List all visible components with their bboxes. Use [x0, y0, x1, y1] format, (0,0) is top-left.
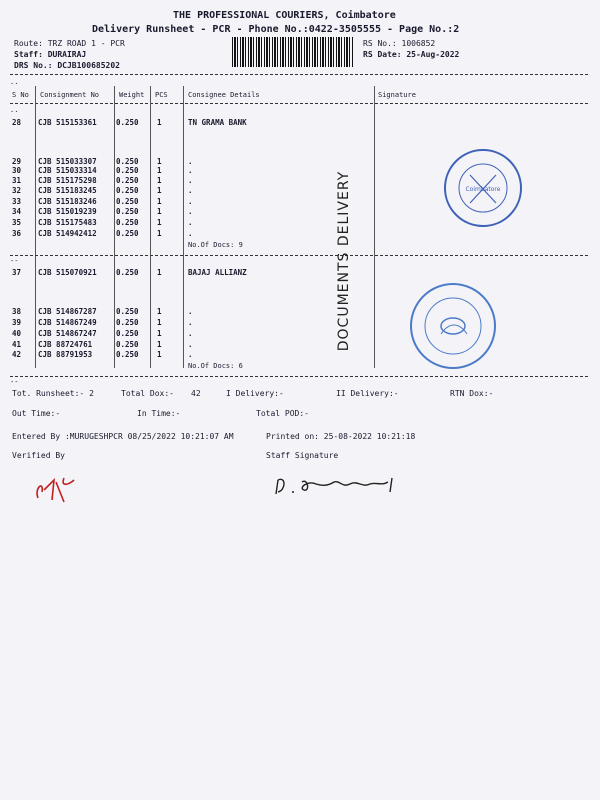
- table-row: [0, 350, 600, 359]
- row-sno: 34: [12, 207, 22, 216]
- row-consignment: CJB 515070921: [38, 268, 97, 277]
- divider-mark: ..: [10, 106, 19, 114]
- row-sno: 32: [12, 186, 22, 195]
- verified-by: Verified By: [12, 451, 65, 460]
- divider: [10, 74, 588, 75]
- row-consignment: CJB 515183246: [38, 197, 97, 206]
- row-consignment: CJB 88791953: [38, 350, 93, 359]
- tot-runsheet: Tot. Runsheet:- 2: [12, 389, 94, 398]
- row-pcs: 1: [157, 229, 162, 238]
- row-weight: 0.250: [116, 340, 139, 349]
- rs-number: RS No.: 1006852: [363, 39, 436, 48]
- row-consignee: .: [188, 350, 193, 359]
- row-weight: 0.250: [116, 218, 139, 227]
- table-row: [0, 329, 600, 338]
- row-sno: 30: [12, 166, 22, 175]
- row-consignee: .: [188, 218, 193, 227]
- row-pcs: 1: [157, 340, 162, 349]
- staff-signature-label: Staff Signature: [266, 451, 339, 460]
- svg-text:Coimbatore: Coimbatore: [465, 186, 501, 193]
- row-consignee: .: [188, 307, 193, 316]
- row-consignee: .: [188, 340, 193, 349]
- row-consignment: CJB 514942412: [38, 229, 97, 238]
- row-consignee: .: [188, 166, 193, 175]
- ii-delivery: II Delivery:-: [336, 389, 399, 398]
- row-sno: 36: [12, 229, 22, 238]
- row-sno: 28: [12, 118, 22, 127]
- divider-mark: --: [10, 378, 19, 386]
- row-consignment: CJB 515033307: [38, 157, 97, 166]
- row-weight: 0.250: [116, 186, 139, 195]
- row-pcs: 1: [157, 318, 162, 327]
- row-weight: 0.250: [116, 197, 139, 206]
- col-sno: S No: [12, 91, 29, 99]
- row-consignee: .: [188, 176, 193, 185]
- row-consignment: CJB 88724761: [38, 340, 93, 349]
- row-consignee: .: [188, 229, 193, 238]
- row-consignee: .: [188, 157, 193, 166]
- row-weight: 0.250: [116, 350, 139, 359]
- divider-mark: --: [10, 257, 19, 265]
- row-consignee: .: [188, 197, 193, 206]
- verifier-signature: [30, 470, 90, 510]
- row-pcs: 1: [157, 176, 162, 185]
- row-consignment: CJB 515019239: [38, 207, 97, 216]
- row-sno: 39: [12, 318, 22, 327]
- total-dox-label: Total Dox:-: [121, 389, 174, 398]
- row-pcs: 1: [157, 197, 162, 206]
- row-pcs: 1: [157, 268, 162, 277]
- col-consignment: Consignment No: [40, 91, 100, 99]
- row-consignment: CJB 515175483: [38, 218, 97, 227]
- row-pcs: 1: [157, 218, 162, 227]
- row-pcs: 1: [157, 350, 162, 359]
- row-consignee: .: [188, 207, 193, 216]
- row-weight: 0.250: [116, 118, 139, 127]
- row-sno: 38: [12, 307, 22, 316]
- row-consignee: .: [188, 318, 193, 327]
- rs-date: RS Date: 25-Aug-2022: [363, 50, 460, 59]
- row-weight: 0.250: [116, 307, 139, 316]
- divider-mark: ..: [10, 78, 19, 86]
- entered-by: Entered By :MURUGESHPCR 08/25/2022 10:21:07 AM: [12, 432, 234, 441]
- docs-count: No.Of Docs: 9: [188, 241, 243, 249]
- documents-delivery-stamp: [334, 158, 354, 363]
- table-row: [0, 307, 600, 316]
- row-pcs: 1: [157, 186, 162, 195]
- docs-count: No.Of Docs: 6: [188, 362, 243, 370]
- row-weight: 0.250: [116, 329, 139, 338]
- row-consignment: CJB 514867249: [38, 318, 97, 327]
- table-row: [0, 118, 600, 127]
- staff-label: Staff: DURAIRAJ: [14, 50, 87, 59]
- row-sno: 29: [12, 157, 22, 166]
- row-consignee: .: [188, 329, 193, 338]
- row-sno: 41: [12, 340, 22, 349]
- row-sno: 37: [12, 268, 22, 277]
- total-pod: Total POD:-: [256, 409, 309, 418]
- row-consignment: CJB 514867247: [38, 329, 97, 338]
- row-weight: 0.250: [116, 229, 139, 238]
- total-dox-value: 42: [191, 389, 201, 398]
- table-row: [0, 340, 600, 349]
- printed-on: Printed on: 25-08-2022 10:21:18: [266, 432, 416, 441]
- row-weight: 0.250: [116, 166, 139, 175]
- row-consignee: .: [188, 186, 193, 195]
- row-weight: 0.250: [116, 207, 139, 216]
- runsheet-subtitle: Delivery Runsheet - PCR - Phone No.:0422-3505555 - Page No.:2: [92, 24, 460, 35]
- row-sno: 35: [12, 218, 22, 227]
- row-consignee: TN GRAMA BANK: [188, 118, 247, 127]
- in-time: In Time:-: [137, 409, 181, 418]
- col-consignee: Consignee Details: [188, 91, 260, 99]
- divider: [10, 255, 588, 256]
- stamp-text: DOCUMENTS DELIVERY: [336, 170, 352, 351]
- table-row: [0, 268, 600, 277]
- row-consignment: CJB 515153361: [38, 118, 97, 127]
- row-pcs: 1: [157, 118, 162, 127]
- i-delivery: I Delivery:-: [226, 389, 284, 398]
- col-weight: Weight: [119, 91, 145, 99]
- route-label: Route: TRZ ROAD 1 - PCR: [14, 39, 125, 48]
- row-sno: 40: [12, 329, 22, 338]
- divider: [10, 103, 588, 104]
- row-consignment: CJB 514867287: [38, 307, 97, 316]
- row-consignee: BAJAJ ALLIANZ: [188, 268, 247, 277]
- staff-signature: [272, 470, 412, 500]
- row-pcs: 1: [157, 207, 162, 216]
- row-weight: 0.250: [116, 176, 139, 185]
- col-signature: Signature: [378, 91, 416, 99]
- row-weight: 0.250: [116, 268, 139, 277]
- table-row: [0, 318, 600, 327]
- row-sno: 42: [12, 350, 22, 359]
- row-pcs: 1: [157, 307, 162, 316]
- col-pcs: PCS: [155, 91, 168, 99]
- row-consignment: CJB 515183245: [38, 186, 97, 195]
- company-title: THE PROFESSIONAL COURIERS, Coimbatore: [173, 10, 396, 21]
- row-pcs: 1: [157, 166, 162, 175]
- out-time: Out Time:-: [12, 409, 61, 418]
- row-weight: 0.250: [116, 318, 139, 327]
- drs-number: DRS No.: DCJB100685202: [14, 61, 120, 70]
- row-weight: 0.250: [116, 157, 139, 166]
- row-sno: 33: [12, 197, 22, 206]
- row-pcs: 1: [157, 157, 162, 166]
- row-pcs: 1: [157, 329, 162, 338]
- barcode: [232, 37, 354, 67]
- insurance-seal: [405, 278, 501, 374]
- rtn-dox: RTN Dox:-: [450, 389, 494, 398]
- row-sno: 31: [12, 176, 22, 185]
- divider: [10, 376, 588, 377]
- bank-seal: [440, 145, 526, 231]
- row-consignment: CJB 515033314: [38, 166, 97, 175]
- row-consignment: CJB 515175298: [38, 176, 97, 185]
